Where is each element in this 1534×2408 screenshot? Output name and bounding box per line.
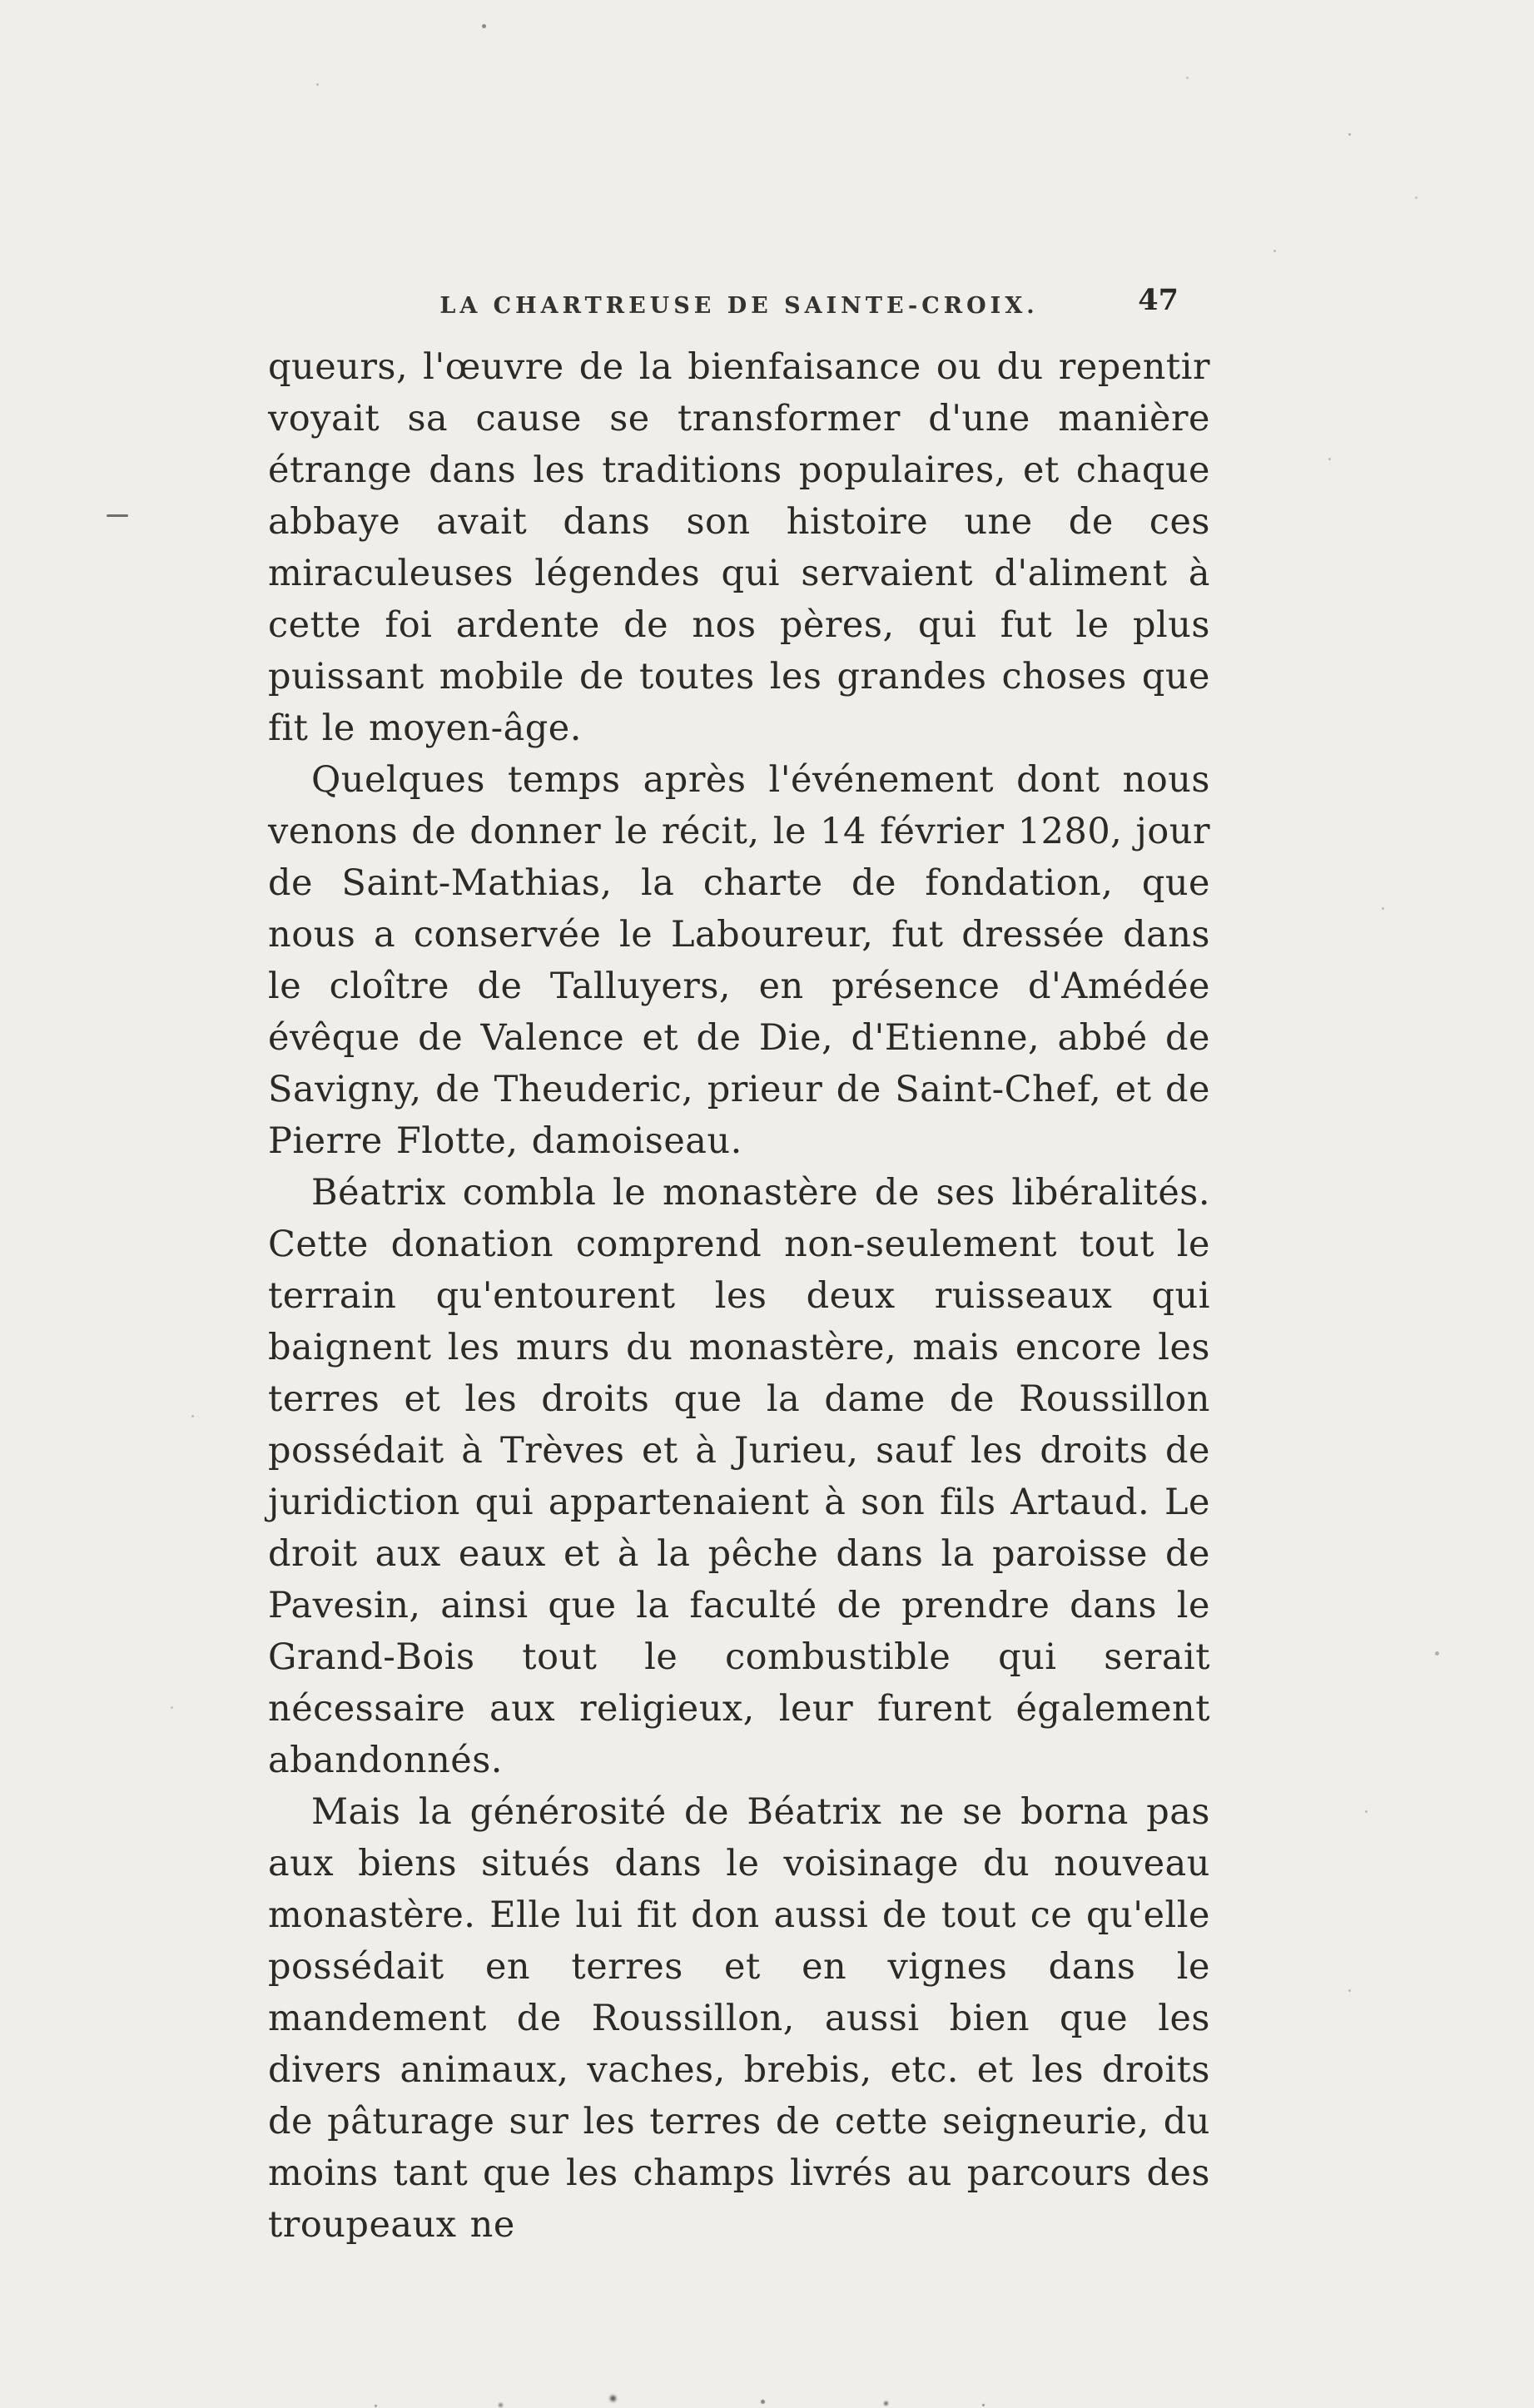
text-block (268, 341, 1210, 2251)
scan-artifact-dash (107, 514, 128, 517)
page-number: 47 (1138, 283, 1179, 317)
running-title: LA CHARTREUSE DE SAINTE-CROIX. (439, 293, 1039, 319)
paragraph: Béatrix combla le monastère de ses libéralités. Cette donation comprend non-seulement tout le terrain qu'entourent les deux ruisseaux qui baignent les murs du monastère, mais encore les terres et les droits que la dame de Roussillon possédait à Trèves et à Jurieu, sauf les droits de juridiction qui appartenaient à son fils Artaud. Le droit aux eaux et à la pêche dans la paroisse de Pavesin, ainsi que la faculté de prendre dans le Grand-Bois tout le combustible qui serait nécessaire aux religieux, leur furent également abandonnés. (268, 1172, 1210, 1781)
page-header (268, 283, 1210, 326)
paragraph: Quelques temps après l'événement dont nous venons de donner le récit, le 14 février 1280, jour de Saint-Mathias, la charte de fondation, que nous a conservée le Laboureur, fut dressée dans le cloître de Talluyers, en présence d'Amédée évêque de Valence et de Die, d'Etienne, abbé de Savigny, de Theuderic, prieur de Saint-Chef, et de Pierre Flotte, damoiseau. (268, 759, 1210, 1162)
paragraph: queurs, l'œuvre de la bienfaisance ou du repentir voyait sa cause se transformer d'une manière étrange dans les traditions populaires, et chaque abbaye avait dans son histoire une de ces miraculeuses légendes qui servaient d'aliment à cette foi ardente de nos pères, qui fut le plus puissant mobile de toutes les grandes choses que fit le moyen-âge. (268, 346, 1210, 749)
page-content (268, 283, 1210, 2251)
paragraph: Mais la générosité de Béatrix ne se borna pas aux biens situés dans le voisinage du nouveau monastère. Elle lui fit don aussi de tout ce qu'elle possédait en terres et en vignes dans le mandement de Roussillon, aussi bien que les divers animaux, vaches, brebis, etc. et les droits de pâturage sur les terres de cette seigneurie, du moins tant que les champs livrés au parcours des troupeaux ne (268, 1791, 1210, 2246)
